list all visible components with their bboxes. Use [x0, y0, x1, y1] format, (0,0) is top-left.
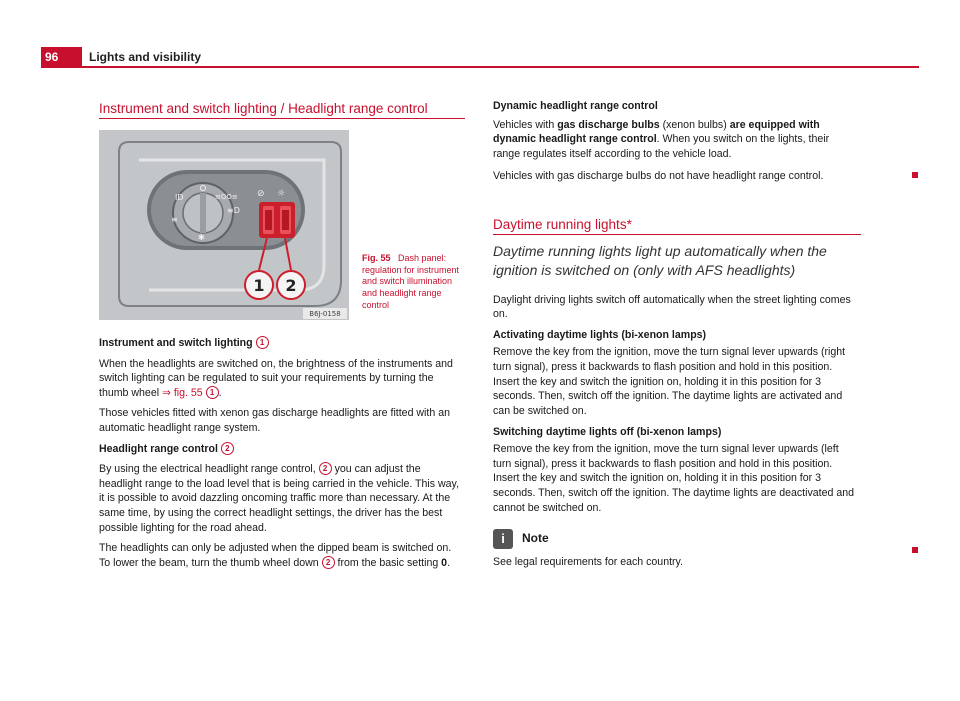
svg-text:≡D: ≡D: [227, 206, 240, 215]
page-header-title: Lights and visibility: [89, 50, 202, 64]
end-mark-note: [912, 547, 918, 553]
callout-2: 2: [221, 442, 234, 455]
drl-p1: Daylight driving lights switch off automatically when the street lighting comes on.: [493, 293, 851, 321]
dynamic-range-heading: Dynamic headlight range control: [493, 100, 658, 112]
range-p1-a: By using the electrical headlight range control,: [99, 463, 319, 476]
svg-text:ID: ID: [175, 193, 184, 202]
figure-caption-text: Dash panel: regulation for instrument and switch illumination and headlight range control: [362, 253, 460, 310]
figure-caption: [362, 253, 466, 311]
range-control-heading: Headlight range control: [99, 442, 218, 455]
range-p2-b: from the basic setting: [334, 556, 442, 569]
figure-code: B6J-0158: [309, 310, 341, 318]
instrument-p2: Those vehicles fitted with xenon gas discharge headlights are fitted with an automatic headlight range system.: [99, 407, 450, 435]
header-rule: [41, 66, 919, 68]
callout-1: 1: [256, 336, 269, 349]
section-title-instrument-lighting: Instrument and switch lighting / Headlight range control: [99, 101, 428, 116]
instrument-lighting-heading: Instrument and switch lighting: [99, 337, 253, 349]
figure-callout-1-label: 1: [253, 276, 265, 295]
section-title-daytime-running-lights: Daytime running lights*: [493, 217, 632, 232]
section-rule: [99, 118, 465, 119]
page-number: 96: [41, 47, 82, 67]
daytime-lights-block: [493, 242, 855, 570]
callout-1-inline: 1: [206, 386, 219, 399]
svg-text:⊘: ⊘: [257, 189, 265, 199]
svg-text:☼: ☼: [277, 189, 286, 199]
svg-text:≡OO≡: ≡OO≡: [215, 193, 238, 201]
svg-text:≡: ≡: [171, 215, 178, 224]
dynamic-p2: Vehicles with gas discharge bulbs do not have headlight range control.: [493, 170, 824, 183]
dynamic-p1-b2: are equipped with dynamic headlight range control: [493, 118, 820, 146]
drl-intro: Daytime running lights light up automatically when the ignition is switched on (only with AFS headlights): [493, 243, 827, 279]
note-text: See legal requirements for each country.: [493, 556, 684, 569]
figure-caption-label: Fig. 55: [362, 253, 391, 263]
instrument-p1-end: .: [218, 386, 222, 399]
figure-callout-2-label: 2: [285, 276, 297, 295]
dash-panel-illustration: [99, 130, 349, 320]
dynamic-range-block: [493, 99, 855, 184]
instrument-p1-text: When the headlights are switched on, the brightness of the instruments and switch lighting can be regulated to suit your requirements by turning the thumb wheel: [99, 357, 453, 399]
note-title: Note: [521, 530, 549, 545]
drl-deactivate-text: Remove the key from the ignition, move the turn signal lever upwards (left turn signal), press it backwards to flash position and hold in this position. Insert the key and switch the ignition on, holding it in this position for 3 seconds. Then, switch off the ignition. The daytime lights are deactivated and cannot be switched on.: [493, 443, 854, 514]
figure-dash-panel: [99, 130, 349, 320]
info-note-icon: i: [493, 529, 513, 549]
drl-activate-text: Remove the key from the ignition, move the turn signal lever upwards (right turn signal), press it backwards to flash position and hold in this position. Insert the key and switch the ignition on, holding it in this position for 3 seconds. Then, switch off the ignition. The daytime lights are activated and can be switched on.: [493, 346, 846, 417]
drl-activate-heading: Activating daytime lights (bi-xenon lamps): [493, 328, 707, 341]
fig-55-link[interactable]: ⇒ fig. 55: [162, 386, 203, 399]
svg-text:✱: ✱: [198, 233, 205, 242]
instrument-lighting-block: [99, 336, 465, 571]
section-rule-drl: [493, 234, 861, 235]
dynamic-p1-d: . When you switch on the lights, their range regulates itself according to the vehicle load.: [493, 133, 830, 160]
callout-2-inline: 2: [319, 462, 332, 475]
range-p2-a: The headlights can only be adjusted when the dipped beam is switched on. To lower the beam, turn the thumb wheel down: [99, 542, 452, 569]
dynamic-p1-c: (xenon bulbs): [659, 118, 730, 131]
dynamic-p1-b1: gas discharge bulbs: [557, 118, 660, 131]
range-p2-end: .: [447, 556, 451, 569]
range-basic-setting: 0: [441, 556, 448, 569]
callout-2-inline-b: 2: [322, 556, 335, 569]
dynamic-p1-a: Vehicles with: [493, 118, 558, 131]
range-p1-b: you can adjust the headlight range to the load level that is being carried in the vehicle. This way, it is possible to avoid dazzling oncoming traffic more than necessary. At the same time, by using the correct headlight settings, the driver has the best possible lighting for the road ahead.: [99, 463, 460, 534]
end-mark-dynamic: [912, 172, 918, 178]
drl-deactivate-heading: Switching daytime lights off (bi-xenon lamps): [493, 425, 722, 438]
